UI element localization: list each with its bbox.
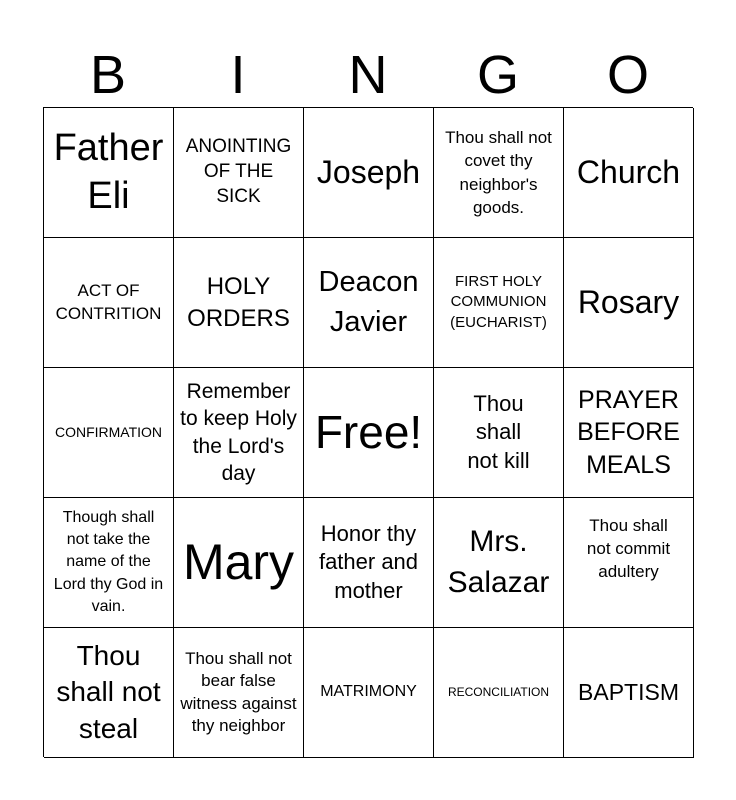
bingo-board [43, 107, 693, 757]
bingo-header [43, 44, 693, 106]
cell-text: Thou shall not covet thy neighbor's goods. [445, 127, 552, 217]
cell-text: Father Eli [53, 127, 164, 217]
cell-text: Deacon Javier [318, 266, 419, 338]
bingo-cell[interactable] [304, 238, 434, 368]
bingo-cell[interactable] [44, 368, 174, 498]
header-letter-n: N [348, 45, 388, 105]
cell-text: Joseph [316, 154, 421, 191]
cell-text: Church [576, 154, 681, 191]
bingo-cell[interactable] [564, 108, 694, 238]
bingo-cell[interactable] [564, 368, 694, 498]
cell-text: MATRIMONY [320, 683, 417, 701]
cell-text: ANOINTING OF THE SICK [185, 136, 292, 207]
cell-text: FIRST HOLY COMMUNION (EUCHARIST) [450, 273, 547, 331]
header-letter-g: G [476, 45, 519, 105]
bingo-cell[interactable] [44, 238, 174, 368]
cell-text: ACT OF CONTRITION [55, 281, 162, 323]
header-letter-o: O [606, 45, 649, 105]
cell-text: Honor thy father and mother [318, 520, 419, 603]
header-letter-b: B [89, 45, 127, 105]
bingo-cell[interactable] [304, 108, 434, 238]
header-letter-i: I [230, 45, 246, 105]
bingo-cell[interactable] [304, 498, 434, 628]
cell-text: Mary [182, 533, 295, 590]
cell-text: Thou shall not steal [56, 639, 161, 744]
bingo-cell[interactable] [564, 238, 694, 368]
bingo-cell[interactable] [174, 108, 304, 238]
bingo-cell[interactable] [434, 368, 564, 498]
cell-text: Free! [314, 406, 423, 459]
cell-text: PRAYER BEFORE MEALS [577, 385, 680, 479]
bingo-cell[interactable] [174, 498, 304, 628]
bingo-cell[interactable] [174, 628, 304, 758]
cell-text: Thou shall not bear false witness against thy neighbor [180, 648, 297, 735]
bingo-cell[interactable] [564, 628, 694, 758]
cell-text: HOLY ORDERS [187, 273, 290, 332]
bingo-cell[interactable] [44, 498, 174, 628]
cell-text: Thou shall not commit adultery [586, 516, 671, 581]
cell-text: CONFIRMATION [54, 424, 163, 441]
bingo-cell[interactable] [434, 628, 564, 758]
cell-text: Thou shall not kill [467, 390, 530, 473]
bingo-cell[interactable] [434, 108, 564, 238]
bingo-cell[interactable] [304, 368, 434, 498]
cell-text: Though shall not take the name of the Lord thy God in vain. [53, 508, 164, 616]
cell-text: RECONCILIATION [447, 684, 550, 699]
bingo-cell[interactable] [434, 498, 564, 628]
cell-text: BAPTISM [578, 679, 679, 706]
bingo-cell[interactable] [434, 238, 564, 368]
cell-text: Mrs. Salazar [447, 525, 550, 599]
bingo-cell[interactable] [174, 238, 304, 368]
bingo-cell[interactable] [174, 368, 304, 498]
cell-text: Rosary [577, 284, 680, 321]
bingo-cell[interactable] [564, 498, 694, 628]
cell-text: Remember to keep Holy the Lord's day [180, 379, 297, 485]
bingo-cell[interactable] [44, 628, 174, 758]
bingo-cell[interactable] [304, 628, 434, 758]
bingo-cell[interactable] [44, 108, 174, 238]
